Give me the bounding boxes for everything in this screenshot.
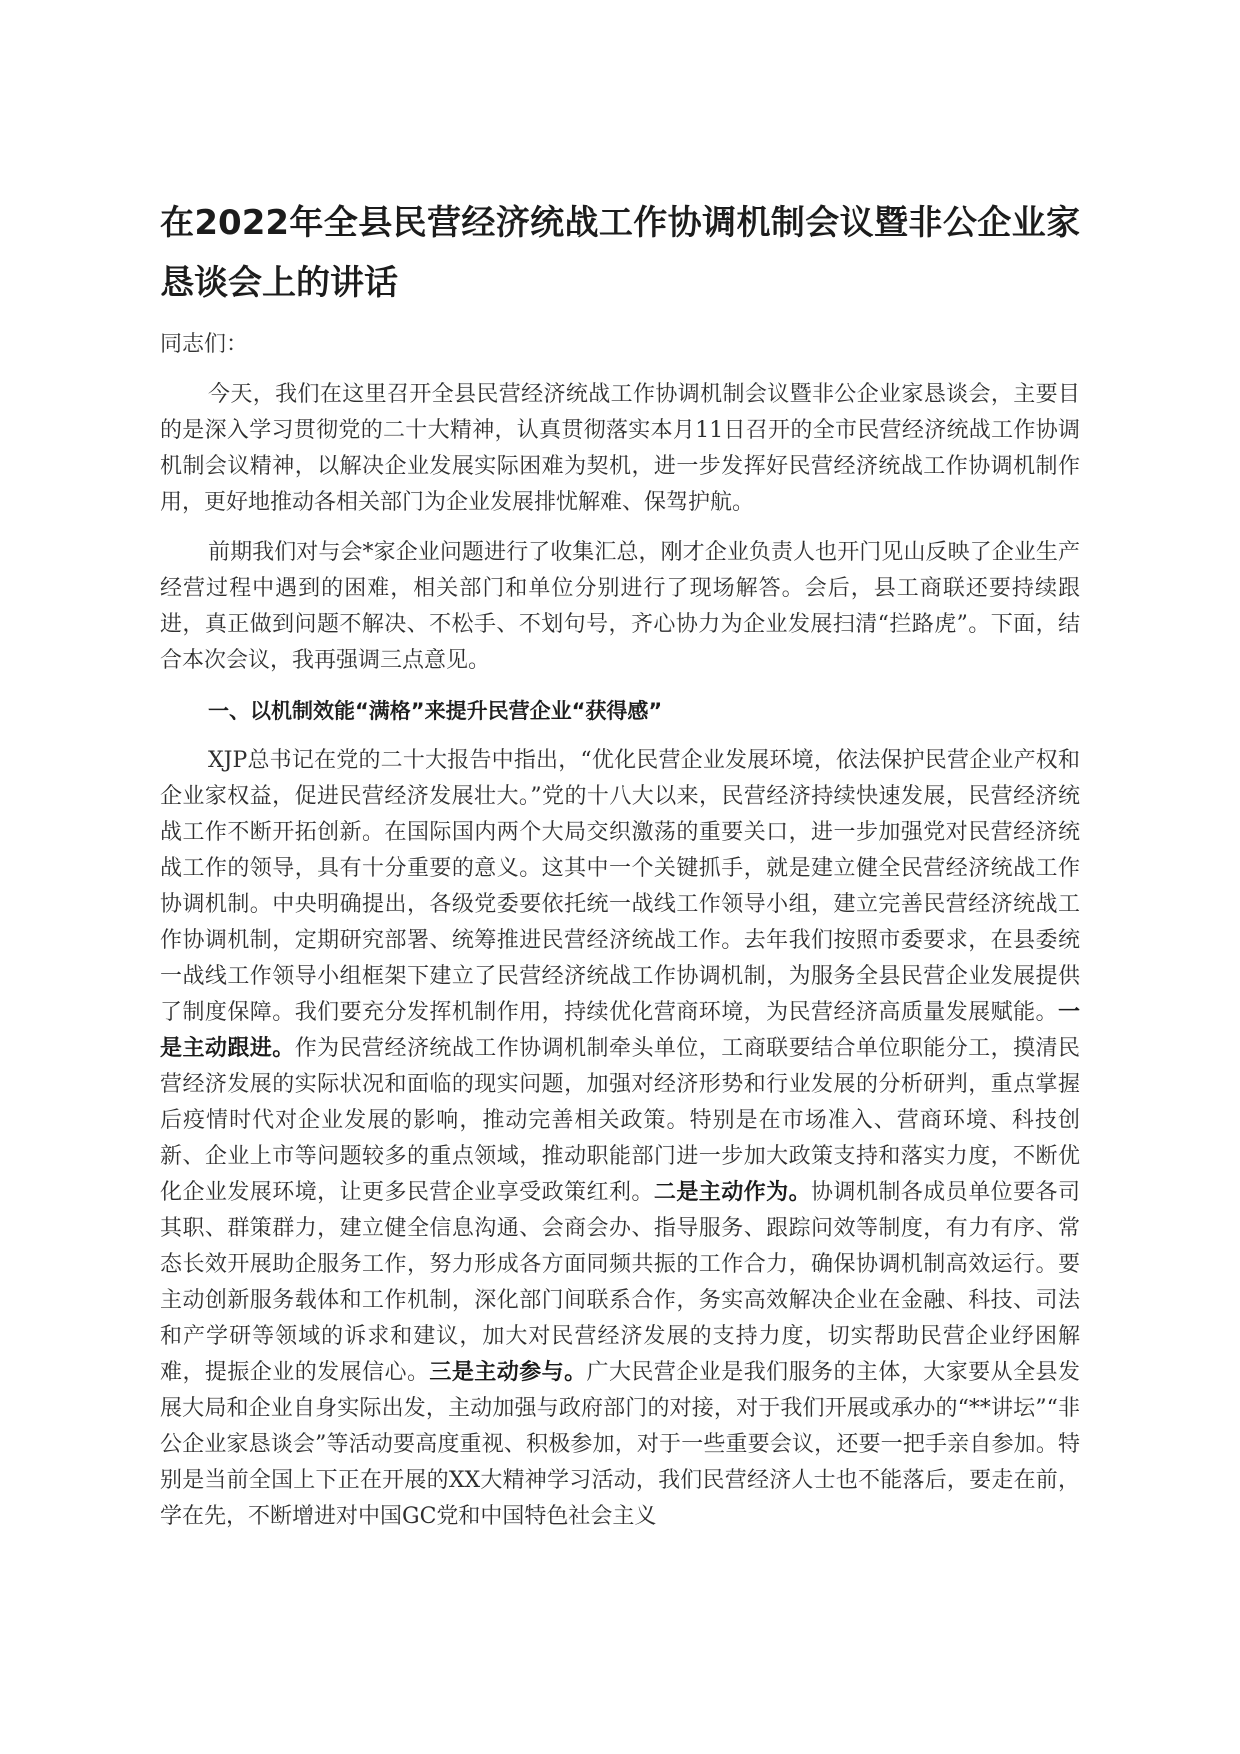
- paragraph-text: 协调机制各成员单位要各司其职、群策群力，建立健全信息沟通、会商会办、指导服务、跟踪问效等制度，有力有序、常态长效开展助企服务工作，努力形成各方面同频共振的工作合力，确保协调机制高效运行。要主动创新服务载体和工作机制，深化部门间联系合作，务实高效解决企业在金融、科技、司法和产学研等领域的诉求和建议，加大对民营经济发展的支持力度，切实帮助民营企业纾困解难，提振企业的发展信心。: [160, 1180, 1080, 1385]
- section-heading-1: 一、以机制效能“满格”来提升民营企业“获得感”: [208, 699, 663, 723]
- bold-point-3: 三是主动参与。: [429, 1360, 587, 1385]
- bold-point-1: 一是主动跟进。: [160, 1000, 1080, 1061]
- paragraph-background: 前期我们对与会*家企业问题进行了收集汇总，刚才企业负责人也开门见山反映了企业生产经营过程中遇到的困难，相关部门和单位分别进行了现场解答。会后，县工商联还要持续跟进，真正做到问题不解决、不松手、不划句号，齐心协力为企业发展扫清“拦路虎”。下面，结合本次会议，我再强调三点意见。: [160, 540, 1080, 673]
- paragraph-intro: 今天，我们在这里召开全县民营经济统战工作协调机制会议暨非公企业家恳谈会，主要目的是深入学习贯彻党的二十大精神，认真贯彻落实本月11日召开的全市民营经济统战工作协调机制会议精神，以解决企业发展实际困难为契机，进一步发挥好民营经济统战工作协调机制作用，更好地推动各相关部门为企业发展排忧解难、保驾护航。: [160, 382, 1080, 515]
- document-title: 在2022年全县民营经济统战工作协调机制会议暨非公企业家恳谈会上的讲话: [160, 203, 1080, 303]
- paragraph-text: XJP总书记在党的二十大报告中指出，“优化民营企业发展环境，依法保护民营企业产权和企业家权益，促进民营经济发展壮大。”党的十八大以来，民营经济持续快速发展，民营经济统战工作不断开拓创新。在国际国内两个大局交织激荡的重要关口，进一步加强党对民营经济统战工作的领导，具有十分重要的意义。这其中一个关键抓手，就是建立健全民营经济统战工作协调机制。中央明确提出，各级党委要依托统一战线工作领导小组，建立完善民营经济统战工作协调机制，定期研究部署、统筹推进民营经济统战工作。去年我们按照市委要求，在县委统一战线工作领导小组框架下建立了民营经济统战工作协调机制，为服务全县民营企业发展提供了制度保障。我们要充分发挥机制作用，持续优化营商环境，为民营经济高质量发展赋能。: [160, 748, 1080, 1025]
- bold-point-2: 二是主动作为。: [653, 1180, 812, 1205]
- paragraph-section-1: [160, 743, 1080, 1535]
- document-body: [160, 193, 1080, 1535]
- paragraph-text: 广大民营企业是我们服务的主体，大家要从全县发展大局和企业自身实际出发，主动加强与政府部门的对接，对于我们开展或承办的“**讲坛”“非公企业家恳谈会”等活动要高度重视、积极参加，对于一些重要会议，还要一把手亲自参加。特别是当前全国上下正在开展的XX大精神学习活动，我们民营经济人士也不能落后，要走在前，学在先，不断增进对中国GC党和中国特色社会主义: [160, 1360, 1080, 1529]
- greeting: 同志们：: [160, 332, 249, 357]
- paragraph-text: 作为民营经济统战工作协调机制牵头单位，工商联要结合单位职能分工，摸清民营经济发展的实际状况和面临的现实问题，加强对经济形势和行业发展的分析研判，重点掌握后疫情时代对企业发展的影响，推动完善相关政策。特别是在市场准入、营商环境、科技创新、企业上市等问题较多的重点领域，推动职能部门进一步加大政策支持和落实力度，不断优化企业发展环境，让更多民营企业享受政策红利。: [160, 1036, 1080, 1205]
